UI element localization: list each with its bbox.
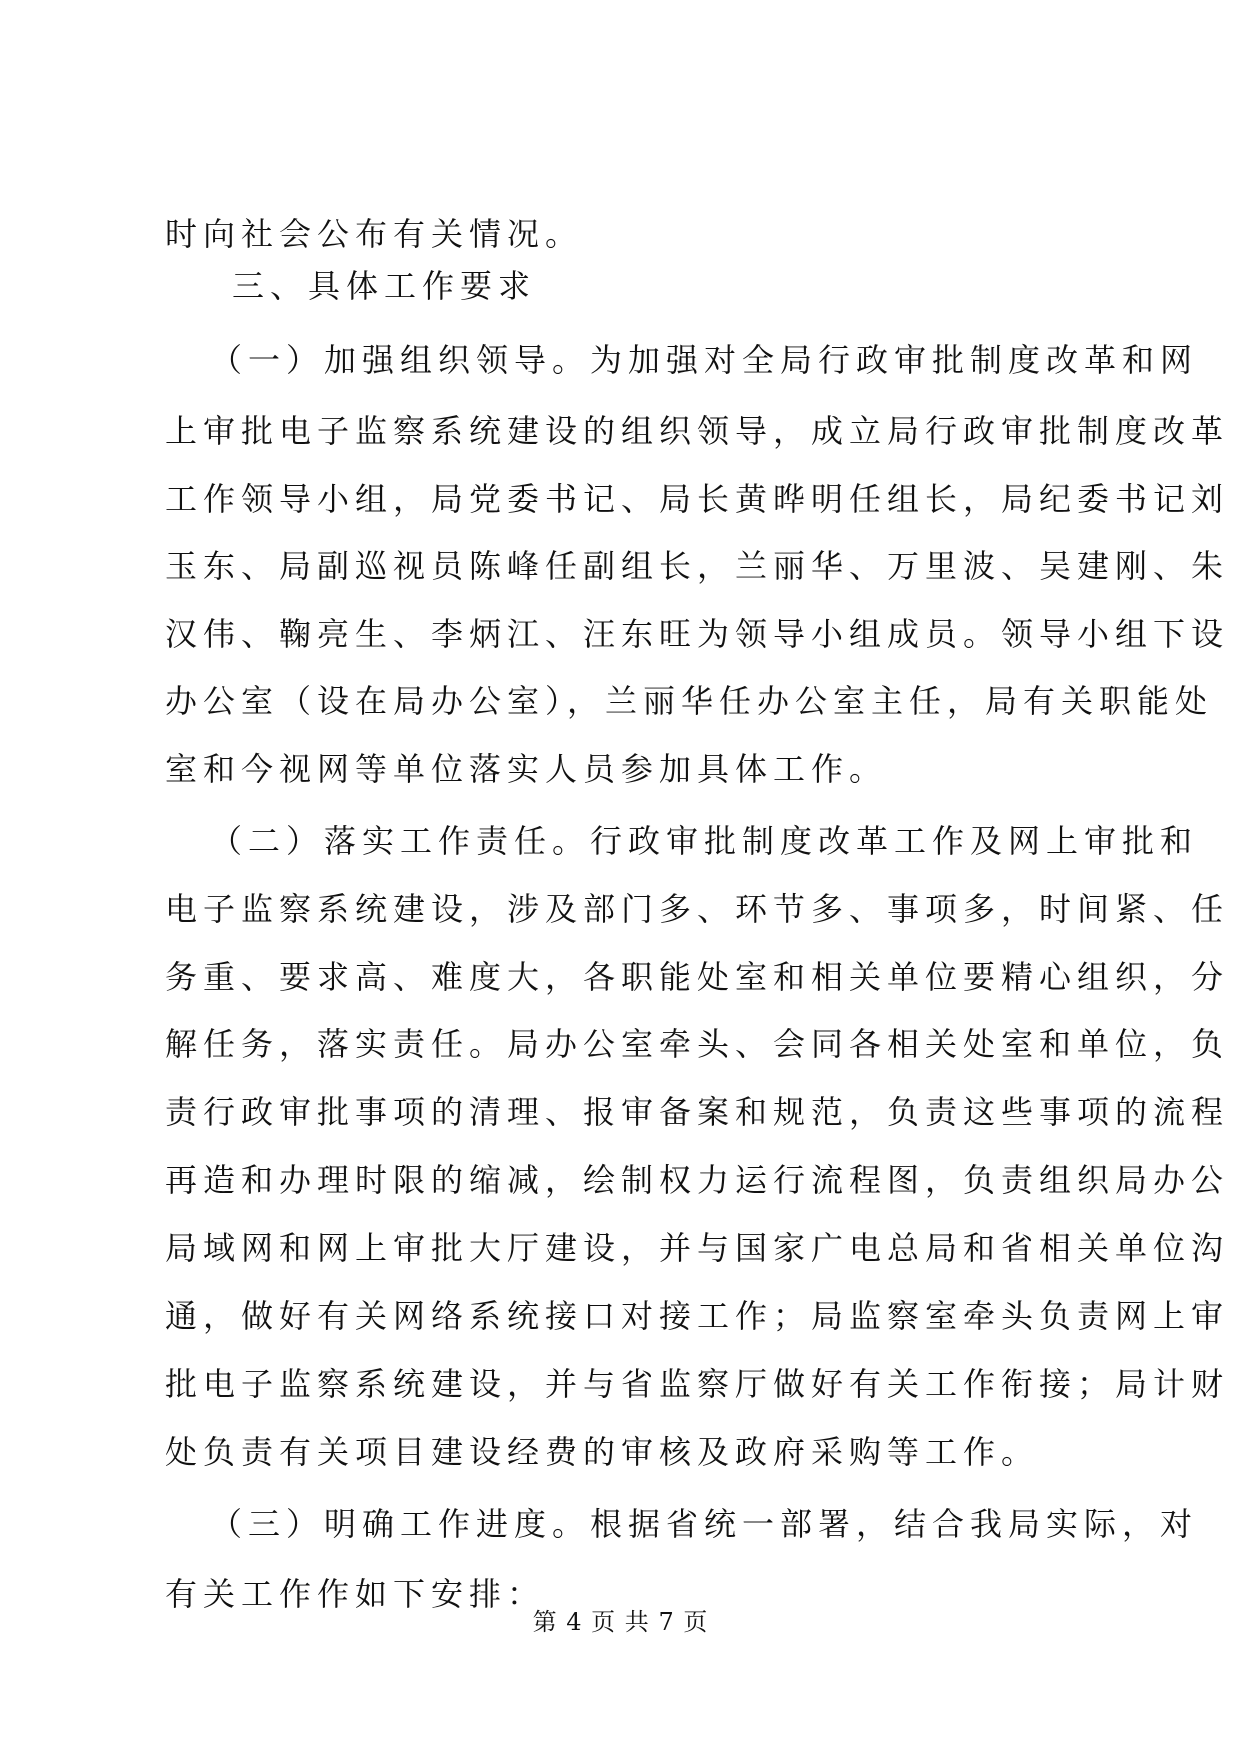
text-line: 局域网和网上审批大厅建设，并与国家广电总局和省相关单位沟 [165,1229,1230,1267]
text-line: 务重、要求高、难度大，各职能处室和相关单位要精心组织，分 [165,958,1230,996]
text-line: （三）明确工作进度。根据省统一部署，结合我局实际，对 [210,1505,1199,1543]
text-line: 解任务，落实责任。局办公室牵头、会同各相关处室和单位，负 [165,1025,1230,1063]
text-line: 汉伟、鞠亮生、李炳江、汪东旺为领导小组成员。领导小组下设 [165,615,1230,653]
page-footer [0,1607,1241,1637]
text-line: （二）落实工作责任。行政审批制度改革工作及网上审批和 [210,822,1199,860]
text-line: 玉东、局副巡视员陈峰任副组长，兰丽华、万里波、吴建刚、朱 [165,547,1230,585]
text-line: 处负责有关项目建设经费的审核及政府采购等工作。 [165,1433,1040,1471]
text-line: 通，做好有关网络系统接口对接工作；局监察室牵头负责网上审 [165,1297,1230,1335]
text-line: 责行政审批事项的清理、报审备案和规范，负责这些事项的流程 [165,1093,1230,1131]
text-line: （一）加强组织领导。为加强对全局行政审批制度改革和网 [210,341,1199,379]
text-line: 有关工作作如下安排： [165,1575,546,1613]
text-line: 室和今视网等单位落实人员参加具体工作。 [165,750,888,788]
section-heading: 三、具体工作要求 [232,267,537,305]
text-line: 电子监察系统建设，涉及部门多、环节多、事项多，时间紧、任 [165,890,1230,928]
text-line: 工作领导小组，局党委书记、局长黄晔明任组长，局纪委书记刘 [165,480,1230,518]
text-line: 时向社会公布有关情况。 [165,215,584,253]
text-line: 再造和办理时限的缩减，绘制权力运行流程图，负责组织局办公 [165,1161,1230,1199]
text-line: 办公室（设在局办公室），兰丽华任办公室主任，局有关职能处 [165,682,1214,720]
text-line: 上审批电子监察系统建设的组织领导，成立局行政审批制度改革 [165,412,1230,450]
text-line: 批电子监察系统建设，并与省监察厅做好有关工作衔接；局计财 [165,1365,1230,1403]
page-number: 第 4 页 共 7 页 [532,1608,709,1636]
